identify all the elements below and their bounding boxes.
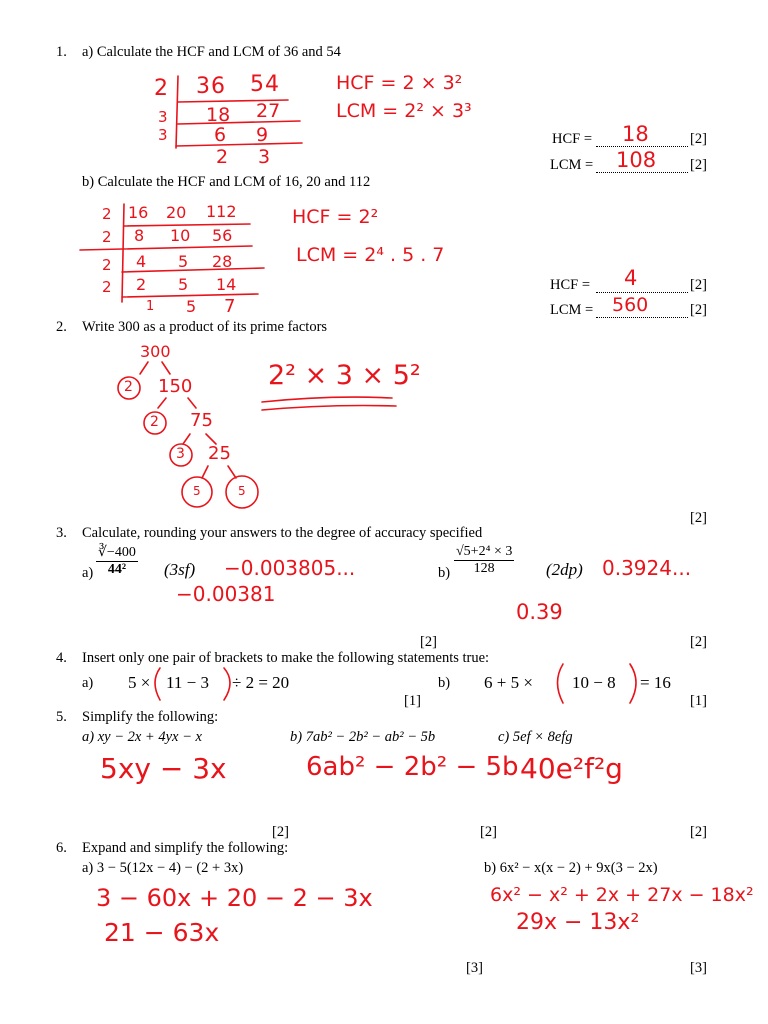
ladder-a-r4-v2: 3 — [258, 146, 271, 168]
question-4-number: 4. — [56, 650, 67, 666]
q1a-lcm-answer: 108 — [616, 148, 657, 172]
ladder-a-r3-divisor: 3 — [158, 126, 168, 144]
tree-factor-2a: 2 — [124, 379, 133, 395]
ladder-b-r1-v1: 16 — [128, 203, 149, 222]
q3b-numerator: √5+2⁴ × 3 — [456, 544, 513, 559]
question-5-prompt: Simplify the following: — [82, 709, 219, 725]
q3b-working-2: 0.39 — [516, 600, 563, 624]
ladder-a-r2-v2: 27 — [256, 100, 281, 122]
question-5-number: 5. — [56, 709, 67, 725]
q3a-accuracy: (3sf) — [164, 560, 196, 579]
ladder-a-r1-v2: 54 — [250, 72, 280, 97]
question-3-prompt: Calculate, rounding your answers to the degree of accuracy specified — [82, 525, 483, 541]
question-6-prompt: Expand and simplify the following: — [82, 840, 289, 856]
q5c-marks: [2] — [690, 824, 707, 840]
ladder-b-r4-divisor: 2 — [102, 278, 112, 296]
q5b-marks: [2] — [480, 824, 497, 840]
q4b-marks: [1] — [690, 693, 707, 709]
q6b-marks: [3] — [690, 960, 707, 976]
ladder-a-r3-v1: 6 — [214, 124, 227, 146]
ladder-b-r4-v1: 2 — [136, 275, 147, 294]
q6b-working-2: 29x − 13x² — [516, 910, 640, 935]
ladder-b-r2-divisor: 2 — [102, 228, 112, 246]
tree-factor-5b: 5 — [238, 484, 246, 498]
q6a-expression: a) 3 − 5(12x − 4) − (2 + 3x) — [82, 860, 244, 876]
q3b-working-1: 0.3924... — [602, 556, 692, 580]
q1b-lcm-label: LCM = — [550, 302, 594, 318]
question-1-number: 1. — [56, 44, 67, 60]
q3b-marks: [2] — [690, 634, 707, 650]
q3a-label: a) — [82, 565, 94, 581]
q4b-expr-post: = 16 — [640, 673, 671, 692]
tree-300: 300 — [140, 342, 171, 361]
q6a-marks: [3] — [466, 960, 483, 976]
q3a-numerator: ∛−400 — [98, 545, 136, 560]
q1b-hcf-answer-line[interactable] — [596, 278, 688, 293]
q4b-label: b) — [438, 675, 451, 691]
q4b-expr-bracketed: 10 − 8 — [572, 673, 616, 692]
ladder-b-r5-v2: 5 — [186, 297, 197, 316]
q1a-hcf-answer: 18 — [622, 122, 649, 146]
q3b-denominator: 128 — [473, 561, 495, 576]
ladder-b-r1-v3: 112 — [206, 202, 237, 221]
q5b-expression: b) 7ab² − 2b² − ab² − 5b — [290, 729, 436, 745]
ladder-b-r3-v1: 4 — [136, 252, 147, 271]
q6a-working-1: 3 − 60x + 20 − 2 − 3x — [96, 884, 373, 912]
q3a-fraction — [96, 544, 138, 578]
ladder-b-r2-v2: 10 — [170, 226, 191, 245]
q6a-working-2: 21 − 63x — [104, 918, 220, 947]
q1a-hcf-working: HCF = 2 × 3² — [336, 72, 463, 94]
tree-75: 75 — [190, 410, 213, 431]
question-2-prompt: Write 300 as a product of its prime factors — [82, 319, 328, 335]
ladder-b-r5-v3: 7 — [224, 296, 236, 317]
ladder-b-r4-v2: 5 — [178, 275, 189, 294]
tree-factor-3: 3 — [176, 446, 185, 462]
ladder-b-r3-v3: 28 — [212, 252, 233, 271]
ladder-a-r4-v1: 2 — [216, 146, 229, 168]
ladder-b-r1-v2: 20 — [166, 203, 187, 222]
question-2-number: 2. — [56, 319, 67, 335]
ladder-a-r2-v1: 18 — [206, 104, 231, 126]
q4a-label: a) — [82, 675, 94, 691]
q1a-lcm-marks: [2] — [690, 157, 707, 173]
q3a-denominator: 44² — [107, 562, 127, 577]
question-3-number: 3. — [56, 525, 67, 541]
q5a-expression: a) xy − 2x + 4yx − x — [82, 729, 202, 745]
ladder-b-r4-v3: 14 — [216, 275, 237, 294]
tree-factor-2b: 2 — [150, 414, 159, 430]
q6b-expression: b) 6x² − x(x − 2) + 9x(3 − 2x) — [484, 860, 658, 876]
ladder-b-r3-v2: 5 — [178, 252, 189, 271]
question-1b-prompt: b) Calculate the HCF and LCM of 16, 20 and 112 — [82, 174, 371, 190]
q6b-working-1: 6x² − x² + 2x + 27x − 18x² — [490, 884, 754, 906]
q5a-marks: [2] — [272, 824, 289, 840]
q3b-accuracy: (2dp) — [546, 560, 583, 579]
q3b-label: b) — [438, 565, 451, 581]
question-6-number: 6. — [56, 840, 67, 856]
q1a-lcm-label: LCM = — [550, 157, 594, 173]
ladder-a-r1-divisor: 2 — [154, 76, 169, 101]
q1b-lcm-marks: [2] — [690, 302, 707, 318]
ladder-a-r1-v1: 36 — [196, 74, 226, 99]
q5c-expression: c) 5ef × 8efg — [498, 729, 573, 745]
q1b-hcf-marks: [2] — [690, 277, 707, 293]
ladder-b-r2-v1: 8 — [134, 226, 145, 245]
q1a-hcf-label: HCF = — [552, 131, 593, 147]
q4b-expr-pre: 6 + 5 × — [484, 673, 533, 692]
q1b-hcf-working: HCF = 2² — [292, 206, 379, 228]
tree-25: 25 — [208, 443, 231, 464]
ladder-a-r3-v2: 9 — [256, 124, 269, 146]
q1b-hcf-label: HCF = — [550, 277, 591, 293]
ladder-b-r1-divisor: 2 — [102, 205, 112, 223]
q3a-working-2: −0.00381 — [176, 582, 276, 606]
q1a-lcm-working-text: LCM = 2² × 3³ — [336, 100, 472, 122]
q5b-answer: 6ab² − 2b² − 5b — [306, 752, 519, 782]
tree-150: 150 — [158, 376, 193, 397]
q1b-lcm-answer: 560 — [612, 294, 649, 316]
q4a-marks: [1] — [404, 693, 421, 709]
q3b-fraction — [454, 544, 514, 577]
question-4-prompt: Insert only one pair of brackets to make the following statements true: — [82, 650, 490, 666]
tree-factor-5a: 5 — [193, 484, 201, 498]
q2-answer: 2² × 3 × 5² — [268, 360, 421, 391]
q2-marks: [2] — [690, 510, 707, 526]
ladder-b-r2-v3: 56 — [212, 226, 233, 245]
q1a-hcf-marks: [2] — [690, 131, 707, 147]
q5c-answer: 40e²f²g — [520, 752, 623, 785]
q3a-working-1: −0.003805... — [224, 556, 356, 580]
q1b-hcf-answer: 4 — [624, 266, 638, 290]
q4a-expr-pre: 5 × — [128, 673, 151, 692]
q5a-answer: 5xy − 3x — [100, 752, 227, 785]
q1b-lcm-working: LCM = 2⁴ . 5 . 7 — [296, 244, 445, 266]
question-1a-prompt: a) Calculate the HCF and LCM of 36 and 54 — [82, 44, 341, 60]
ladder-b-r3-divisor: 2 — [102, 256, 112, 274]
q4a-expr-post: ÷ 2 = 20 — [232, 673, 290, 692]
ladder-a-r2-divisor: 3 — [158, 108, 168, 126]
q4a-expr-bracketed: 11 − 3 — [166, 673, 209, 692]
ladder-b-r5-v1: 1 — [146, 299, 155, 314]
q3a-marks: [2] — [420, 634, 437, 650]
